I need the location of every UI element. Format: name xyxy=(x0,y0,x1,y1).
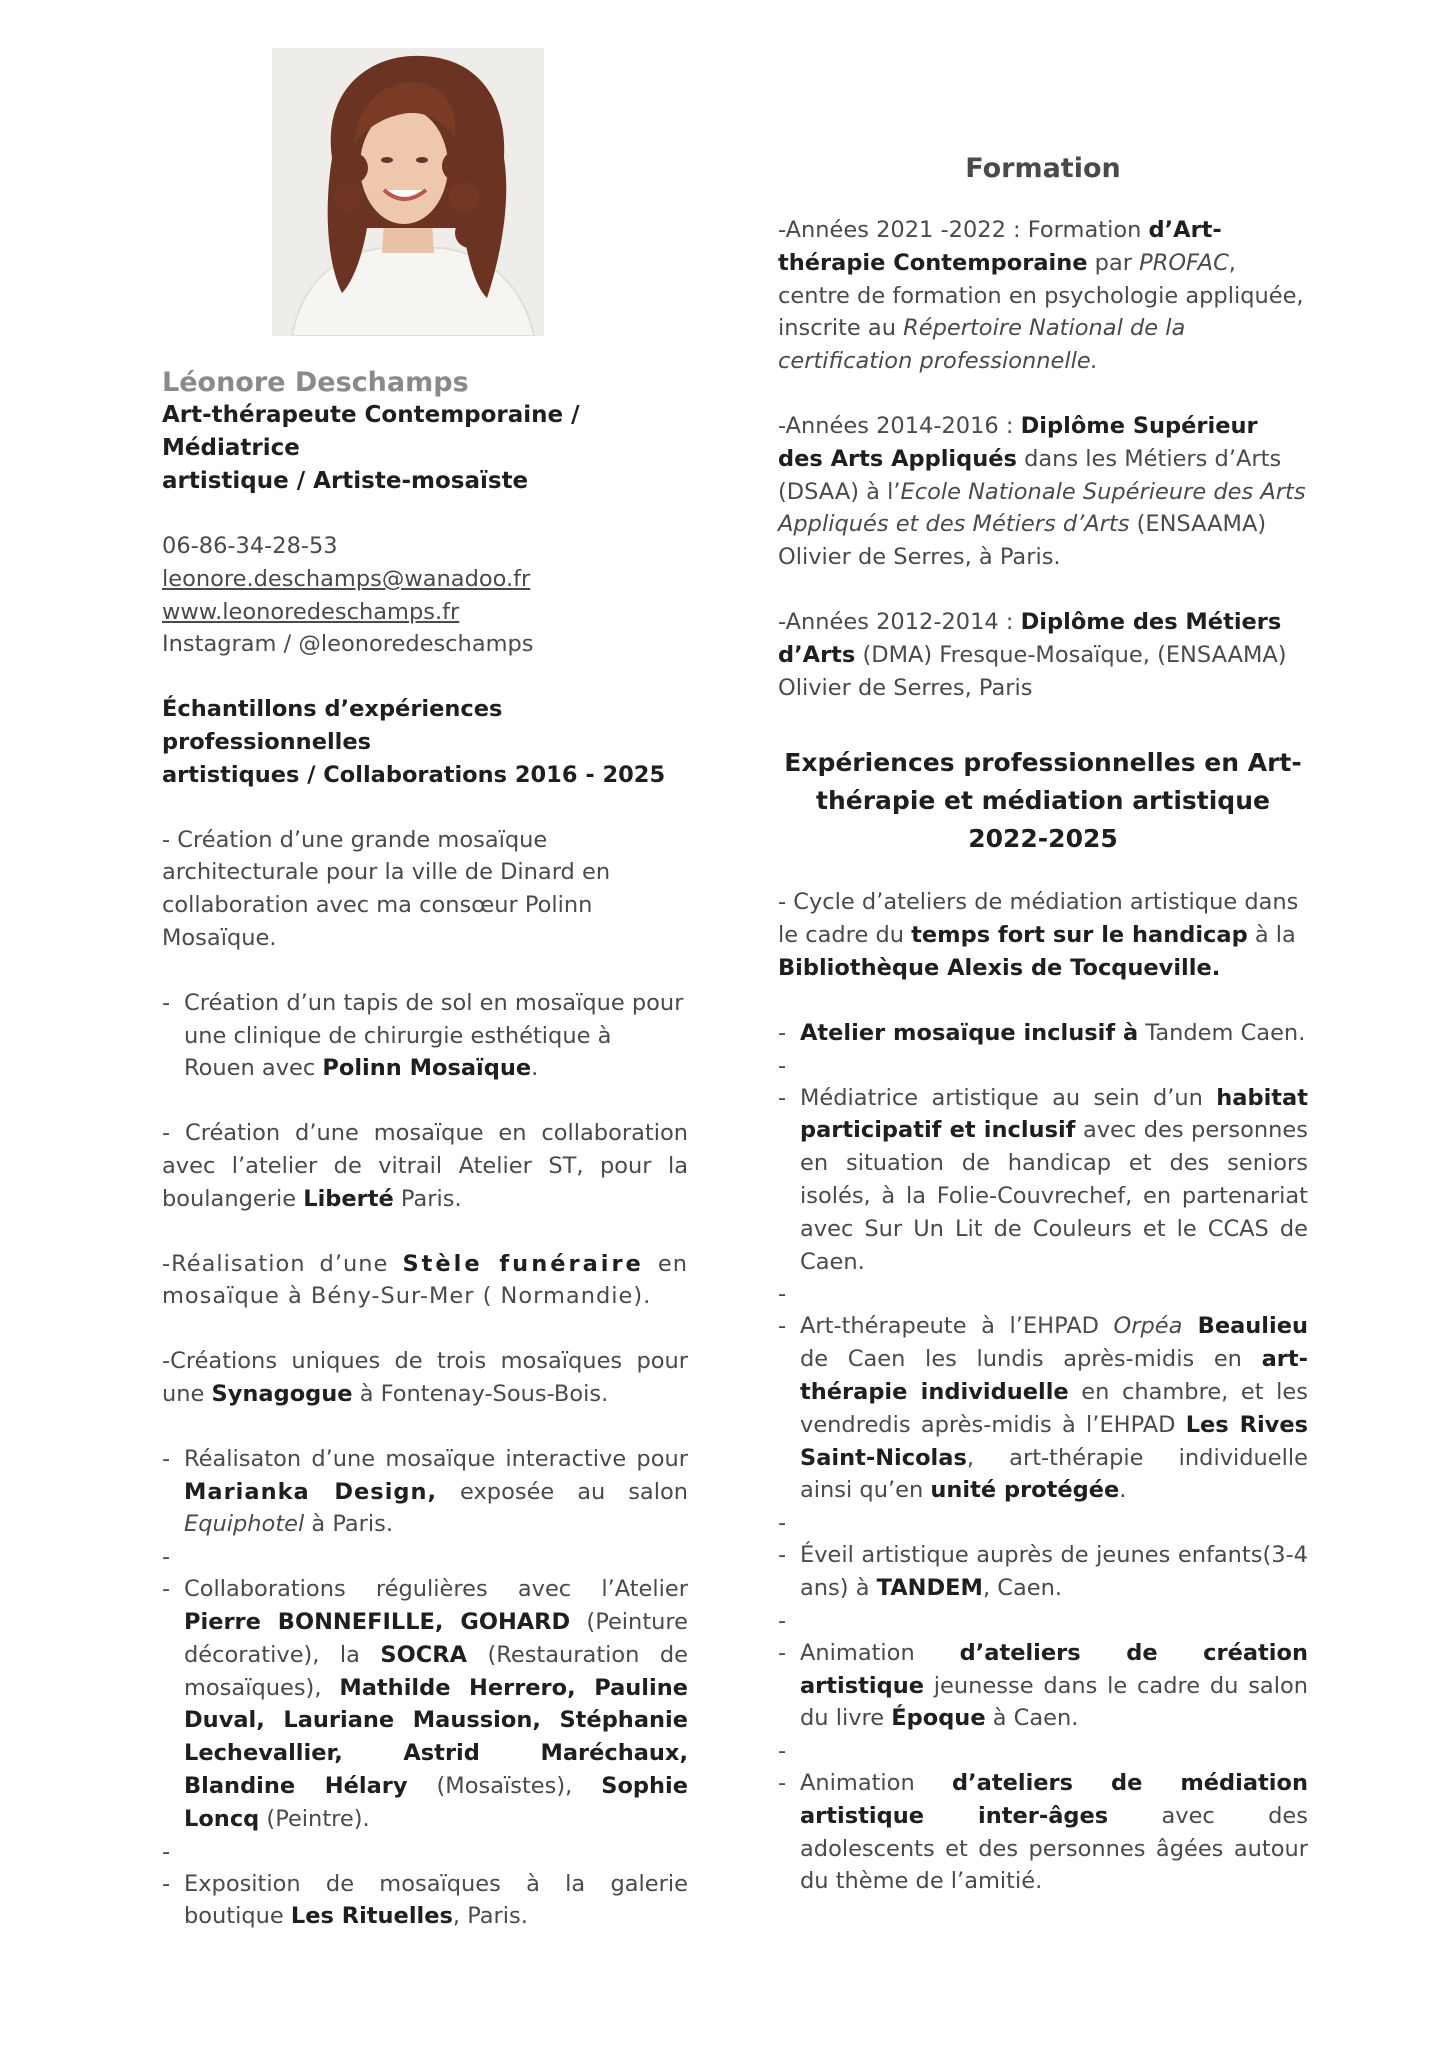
job-title-line-1: Art-thérapeute Contemporaine / Médiatrice xyxy=(162,402,580,461)
exp-title-line-2: thérapie et médiation artistique xyxy=(816,786,1270,816)
experience-heading-line-2: artistiques / Collaborations 2016 - 2025 xyxy=(162,761,666,788)
formation-item-art-therapie: -Années 2021 -2022 : Formation d’Art-thérapie Contemporaine par PROFAC, centre de formation en psychologie appliquée, inscrite au Répertoire National de la certification professionnelle. xyxy=(778,217,1304,375)
experience-art-therapie-title xyxy=(778,744,1308,858)
experience-item-rouen: - Création d’un tapis de sol en mosaïque pour une clinique de chirurgie esthétique à Rouen avec Polinn Mosaïque. xyxy=(162,987,688,1085)
formation-item-dsaa: -Années 2014-2016 : Diplôme Supérieur des Arts Appliqués dans les Métiers d’Arts (DSAA) à l’Ecole Nationale Supérieure des Arts Appliqués et des Métiers d’Arts (ENSAAMA) Olivier de Serres, à Paris. xyxy=(778,412,1306,571)
instagram-handle: Instagram / @leonoredeschamps xyxy=(162,631,534,658)
exp-title-line-1: Expériences professionnelles en Art- xyxy=(784,748,1302,778)
exp-item-ehpad: - Art-thérapeute à l’EHPAD Orpéa Beaulieu de Caen les lundis après-midis en art-thérapie individuelle en chambre, et les vendredis après-midis à l’EHPAD Les Rives Saint-Nicolas, art-thérapie individuelle ainsi qu’en unité protégée. xyxy=(778,1310,1308,1507)
experience-item-synagogue: -Créations uniques de trois mosaïques pour une Synagogue à Fontenay-Sous-Bois. xyxy=(162,1348,688,1407)
left-column xyxy=(162,48,688,1933)
experience-heading-line-1: Échantillons d’expériences professionnelles xyxy=(162,696,503,755)
formation-item-dma: -Années 2012-2014 : Diplôme des Métiers d’Arts (DMA) Fresque-Mosaïque, (ENSAAMA) Olivier de Serres, Paris xyxy=(778,608,1287,701)
exp-item-bibliotheque: - Cycle d’ateliers de médiation artistique dans le cadre du temps fort sur le handicap à la Bibliothèque Alexis de Tocqueville. xyxy=(778,889,1299,981)
person-name: Léonore Deschamps xyxy=(162,367,469,398)
exp-title-line-3: 2022-2025 xyxy=(968,824,1118,854)
exp-item-epoque: - Animation d’ateliers de création artistique jeunesse dans le cadre du salon du livre Époque à Caen. xyxy=(778,1637,1308,1735)
experience-item-rituelles: - Exposition de mosaïques à la galerie boutique Les Rituelles, Paris. xyxy=(162,1868,688,1934)
exp-item-tandem-mosaique: - Atelier mosaïque inclusif à Tandem Caen. xyxy=(778,1017,1308,1050)
exp-list xyxy=(778,1017,1308,1899)
job-title-line-2: artistique / Artiste-mosaïste xyxy=(162,468,529,494)
experience-item-stele: -Réalisation d’une Stèle funéraire en mosaïque à Bény-Sur-Mer ( Normandie). xyxy=(162,1250,689,1310)
formation-title: Formation xyxy=(965,153,1121,184)
experience-heading xyxy=(162,693,688,791)
phone-number: 06-86-34-28-53 xyxy=(162,533,338,559)
contact-block xyxy=(162,530,688,661)
exp-item-eveil: - Éveil artistique auprès de jeunes enfants(3-4 ans) à TANDEM, Caen. xyxy=(778,1539,1308,1605)
experience-item-dinard: - Création d’une grande mosaïque architecturale pour la ville de Dinard en collaboration avec ma consœur Polinn Mosaïque. xyxy=(162,826,611,951)
experience-item-collaborations: - Collaborations régulières avec l’Atelier Pierre BONNEFILLE, GOHARD (Peinture décorative), la SOCRA (Restauration de mosaïques), Mathilde Herrero, Pauline Duval, Lauriane Maussion, Stéphanie Lechevallier, Astrid Maréchaux, Blandine Hélary (Mosaïstes), Sophie Loncq (Peintre). xyxy=(162,1573,688,1835)
experience-item-marianka: - Réalisaton d’une mosaïque interactive pour Marianka Design, exposée au salon Equiphotel à Paris. xyxy=(162,1443,688,1541)
experience-item-liberte: - Création d’une mosaïque en collaboration avec l’atelier de vitrail Atelier ST, pour la boulangerie Liberté Paris. xyxy=(162,1120,688,1212)
right-column xyxy=(778,48,1308,1898)
experience-list-1 xyxy=(162,987,688,1085)
exp-item-habitat: - Médiatrice artistique au sein d’un habitat participatif et inclusif avec des personnes en situation de handicap et des seniors isolés, à la Folie-Couvrechef, en partenariat avec Sur Un Lit de Couleurs et le CCAS de Caen. xyxy=(778,1082,1308,1279)
email-link[interactable]: leonore.deschamps@wanadoo.fr xyxy=(162,565,531,592)
experience-list-2 xyxy=(162,1443,688,1933)
exp-item-inter-ages: - Animation d’ateliers de médiation artistique inter-âges avec des adolescents et des personnes âgées autour du thème de l’amitié. xyxy=(778,1767,1308,1898)
website-link[interactable]: www.leonoredeschamps.fr xyxy=(162,598,460,625)
portrait-photo xyxy=(272,48,544,336)
